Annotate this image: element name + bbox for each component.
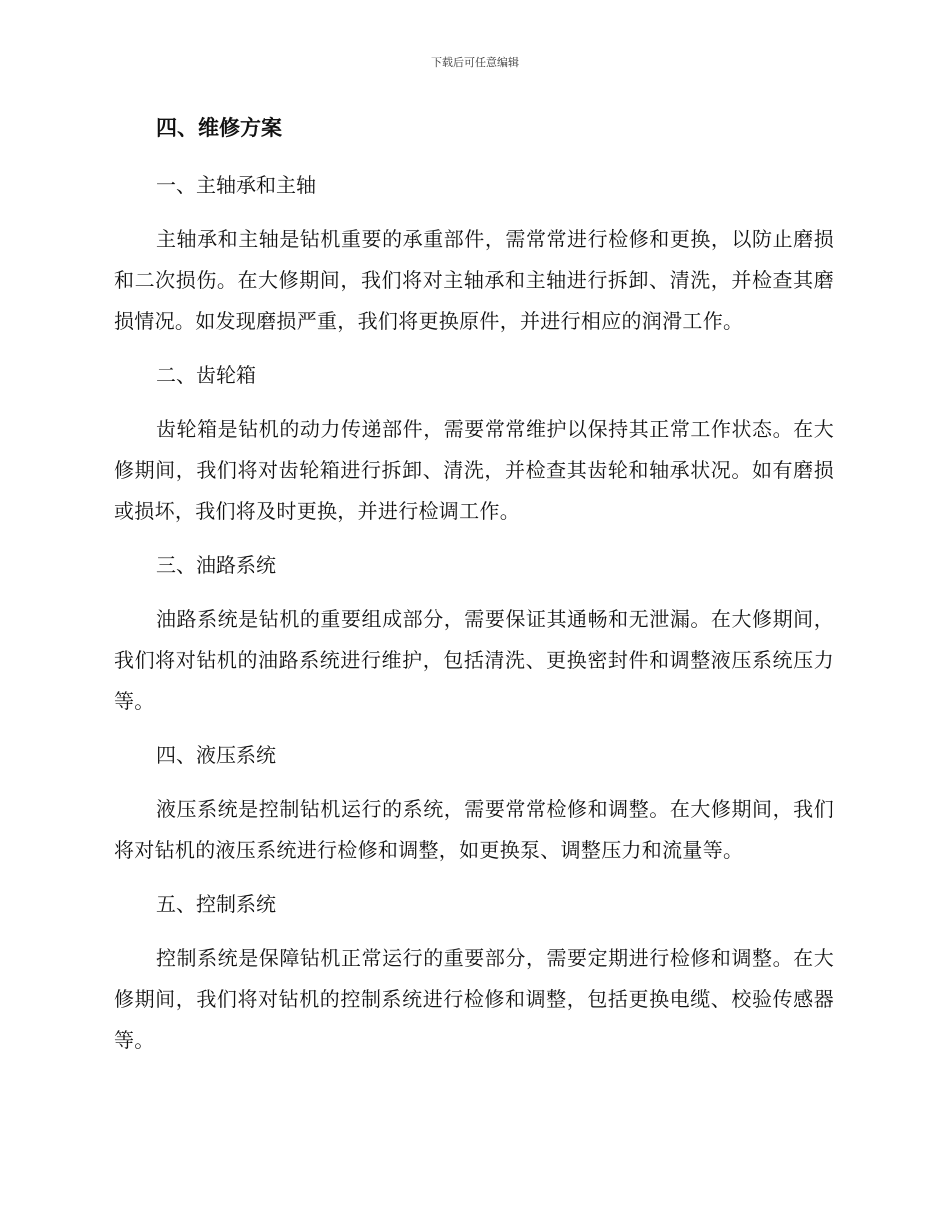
subsection-paragraph: 油路系统是钻机的重要组成部分，需要保证其通畅和无泄漏。在大修期间，我们将对钻机的油路系统进行维护，包括清洗、更换密封件和调整液压系统压力等。 bbox=[114, 607, 834, 713]
subsection-heading: 五、控制系统 bbox=[156, 892, 276, 916]
subsection-paragraph: 液压系统是控制钻机运行的系统，需要常常检修和调整。在大修期间，我们将对钻机的液压系统进行检修和调整，如更换泵、调整压力和流量等。 bbox=[114, 797, 834, 862]
subsection-heading: 四、液压系统 bbox=[156, 743, 276, 767]
page-header: 下载后可任意编辑 bbox=[431, 56, 519, 69]
subsection-paragraph: 主轴承和主轴是钻机重要的承重部件，需常常进行检修和更换，以防止磨损和二次损伤。在大修期间，我们将对主轴承和主轴进行拆卸、清洗，并检查其磨损情况。如发现磨损严重，我们将更换原件，并进行相应的润滑工作。 bbox=[114, 227, 834, 333]
subsection-paragraph: 齿轮箱是钻机的动力传递部件，需要常常维护以保持其正常工作状态。在大修期间，我们将对齿轮箱进行拆卸、清洗，并检查其齿轮和轴承状况。如有磨损或损坏，我们将及时更换，并进行检调工作。 bbox=[114, 417, 834, 523]
subsection-paragraph: 控制系统是保障钻机正常运行的重要部分，需要定期进行检修和调整。在大修期间，我们将对钻机的控制系统进行检修和调整，包括更换电缆、校验传感器等。 bbox=[114, 946, 834, 1052]
document-body bbox=[114, 104, 834, 1061]
subsection-heading: 二、齿轮箱 bbox=[156, 363, 256, 387]
subsection-heading: 一、主轴承和主轴 bbox=[156, 173, 316, 197]
subsection-heading: 三、油路系统 bbox=[156, 553, 276, 577]
section-title: 四、维修方案 bbox=[156, 116, 282, 140]
